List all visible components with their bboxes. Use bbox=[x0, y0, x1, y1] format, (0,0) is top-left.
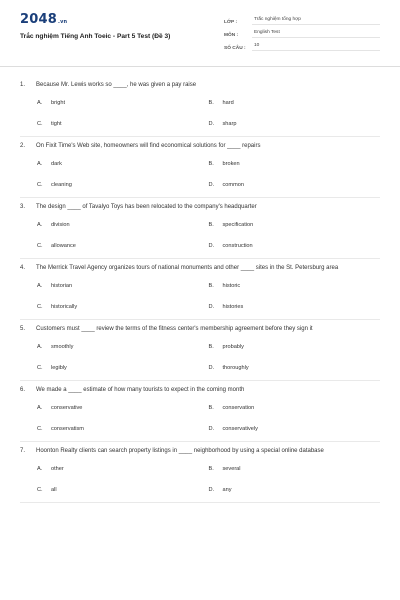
answer-option[interactable] bbox=[209, 303, 381, 311]
answer-option[interactable] bbox=[209, 343, 381, 351]
answer-options bbox=[20, 90, 380, 136]
option-letter: D. bbox=[208, 304, 215, 310]
answer-options bbox=[20, 456, 380, 502]
option-text: common bbox=[222, 182, 244, 188]
meta-value: Trắc nghiệm tổng hợp bbox=[252, 17, 380, 25]
option-letter: D. bbox=[208, 487, 215, 493]
option-text: division bbox=[51, 222, 70, 228]
question-number: 1. bbox=[20, 82, 26, 88]
meta-row-class bbox=[224, 12, 380, 25]
answer-option[interactable] bbox=[209, 465, 381, 473]
site-logo[interactable] bbox=[20, 12, 67, 27]
option-text: all bbox=[51, 487, 57, 493]
option-text: construction bbox=[222, 243, 253, 249]
logo-main: 2048 bbox=[20, 12, 57, 27]
answer-option[interactable] bbox=[37, 221, 209, 229]
meta-value: 10 bbox=[252, 43, 380, 51]
question-item bbox=[20, 198, 380, 259]
answer-option[interactable] bbox=[209, 221, 381, 229]
option-letter: A. bbox=[37, 344, 43, 350]
meta-row-count bbox=[224, 38, 380, 51]
meta-value: English Test bbox=[252, 30, 380, 38]
option-text: hard bbox=[222, 100, 234, 106]
option-text: historically bbox=[51, 304, 78, 310]
meta-label: MÔN : bbox=[224, 33, 239, 38]
option-text: any bbox=[222, 487, 232, 493]
option-text: cleaning bbox=[51, 182, 72, 188]
option-text: other bbox=[51, 466, 64, 472]
meta-label: LỚP : bbox=[224, 20, 238, 25]
answer-options bbox=[20, 212, 380, 258]
question-number: 6. bbox=[20, 387, 26, 393]
option-letter: A. bbox=[37, 222, 43, 228]
question-item bbox=[20, 442, 380, 503]
option-text: historian bbox=[51, 283, 73, 289]
option-letter: C. bbox=[37, 121, 43, 127]
option-letter: A. bbox=[37, 405, 43, 411]
option-text: historic bbox=[222, 283, 241, 289]
answer-option[interactable] bbox=[209, 99, 381, 107]
answer-option[interactable] bbox=[209, 160, 381, 168]
answer-option[interactable] bbox=[209, 425, 381, 433]
option-text: dark bbox=[51, 161, 62, 167]
question-number: 7. bbox=[20, 448, 26, 454]
option-letter: D. bbox=[208, 182, 215, 188]
option-letter: D. bbox=[208, 243, 215, 249]
answer-option[interactable] bbox=[37, 343, 209, 351]
question-text-row bbox=[20, 259, 380, 273]
answer-option[interactable] bbox=[209, 242, 381, 250]
answer-option[interactable] bbox=[37, 404, 209, 412]
question-number: 2. bbox=[20, 143, 26, 149]
option-text: bright bbox=[51, 100, 65, 106]
question-number: 5. bbox=[20, 326, 26, 332]
option-text: conservatism bbox=[51, 426, 84, 432]
question-item bbox=[20, 259, 380, 320]
option-letter: D. bbox=[208, 121, 215, 127]
answer-option[interactable] bbox=[37, 282, 209, 290]
answer-option[interactable] bbox=[37, 160, 209, 168]
question-item bbox=[20, 137, 380, 198]
answer-option[interactable] bbox=[209, 404, 381, 412]
option-letter: C. bbox=[37, 304, 43, 310]
option-text: legibly bbox=[51, 365, 67, 371]
question-text-row bbox=[20, 137, 380, 151]
option-letter: C. bbox=[37, 365, 43, 371]
option-letter: C. bbox=[37, 487, 43, 493]
option-letter: B. bbox=[208, 161, 214, 167]
answer-option[interactable] bbox=[37, 425, 209, 433]
option-letter: D. bbox=[208, 365, 215, 371]
question-text: On Fixit Time's Web site, homeowners will find economical solutions for ____ repairs bbox=[36, 143, 261, 149]
answer-option[interactable] bbox=[37, 120, 209, 128]
answer-option[interactable] bbox=[37, 303, 209, 311]
answer-option[interactable] bbox=[37, 242, 209, 250]
option-text: smoothly bbox=[51, 344, 74, 350]
question-item bbox=[20, 320, 380, 381]
answer-option[interactable] bbox=[37, 486, 209, 494]
option-letter: D. bbox=[208, 426, 215, 432]
question-list bbox=[20, 76, 380, 503]
question-number: 3. bbox=[20, 204, 26, 210]
question-text-row bbox=[20, 442, 380, 456]
answer-options bbox=[20, 395, 380, 441]
question-item bbox=[20, 381, 380, 442]
option-text: broken bbox=[222, 161, 240, 167]
answer-option[interactable] bbox=[37, 99, 209, 107]
meta-label: SỐ CÂU : bbox=[224, 46, 246, 51]
answer-option[interactable] bbox=[209, 364, 381, 372]
question-text: Hoonton Realty clients can search property listings in ____ neighborhood by using a special online database bbox=[36, 448, 324, 454]
option-letter: A. bbox=[37, 100, 43, 106]
meta-row-subject bbox=[224, 25, 380, 38]
answer-option[interactable] bbox=[209, 282, 381, 290]
option-text: conservative bbox=[51, 405, 83, 411]
option-text: thoroughly bbox=[222, 365, 249, 371]
question-text: Because Mr. Lewis works so ____, he was given a pay raise bbox=[36, 82, 197, 88]
answer-option[interactable] bbox=[209, 120, 381, 128]
answer-options bbox=[20, 334, 380, 380]
logo-suffix: .vn bbox=[57, 19, 68, 25]
answer-option[interactable] bbox=[209, 181, 381, 189]
option-letter: C. bbox=[37, 426, 43, 432]
option-text: conservation bbox=[222, 405, 255, 411]
header-divider bbox=[0, 66, 400, 67]
option-text: histories bbox=[222, 304, 244, 310]
option-text: sharp bbox=[222, 121, 237, 127]
answer-option[interactable] bbox=[209, 486, 381, 494]
question-number: 4. bbox=[20, 265, 26, 271]
question-text-row bbox=[20, 198, 380, 212]
option-letter: B. bbox=[208, 222, 214, 228]
option-letter: B. bbox=[208, 466, 214, 472]
option-letter: B. bbox=[208, 405, 214, 411]
answer-option[interactable] bbox=[37, 181, 209, 189]
question-text-row bbox=[20, 320, 380, 334]
question-item bbox=[20, 76, 380, 137]
option-text: probably bbox=[222, 344, 244, 350]
question-text: Customers must ____ review the terms of the fitness center's membership agreement before they sign it bbox=[36, 326, 313, 332]
question-text: The Merrick Travel Agency organizes tours of national monuments and other ____ sites in the St. Petersburg area bbox=[36, 265, 339, 271]
option-letter: B. bbox=[208, 100, 214, 106]
option-letter: A. bbox=[37, 161, 43, 167]
answer-options bbox=[20, 151, 380, 197]
option-text: specification bbox=[222, 222, 254, 228]
option-letter: C. bbox=[37, 243, 43, 249]
page-title: Trắc nghiệm Tiếng Anh Toeic - Part 5 Test (Đề 3) bbox=[20, 33, 171, 40]
option-letter: A. bbox=[37, 466, 43, 472]
option-text: several bbox=[222, 466, 241, 472]
question-text: The design ____ of Tavalyo Toys has been relocated to the company's headquarter bbox=[36, 204, 257, 210]
question-text-row bbox=[20, 76, 380, 90]
test-meta bbox=[224, 12, 380, 51]
answer-option[interactable] bbox=[37, 364, 209, 372]
option-text: tight bbox=[51, 121, 62, 127]
page-header bbox=[0, 0, 400, 64]
answer-options bbox=[20, 273, 380, 319]
answer-option[interactable] bbox=[37, 465, 209, 473]
option-letter: B. bbox=[208, 344, 214, 350]
question-text-row bbox=[20, 381, 380, 395]
option-letter: A. bbox=[37, 283, 43, 289]
option-letter: C. bbox=[37, 182, 43, 188]
option-letter: B. bbox=[208, 283, 214, 289]
question-text: We made a ____ estimate of how many tourists to expect in the coming month bbox=[36, 387, 245, 393]
option-text: allowance bbox=[51, 243, 76, 249]
option-text: conservatively bbox=[222, 426, 258, 432]
